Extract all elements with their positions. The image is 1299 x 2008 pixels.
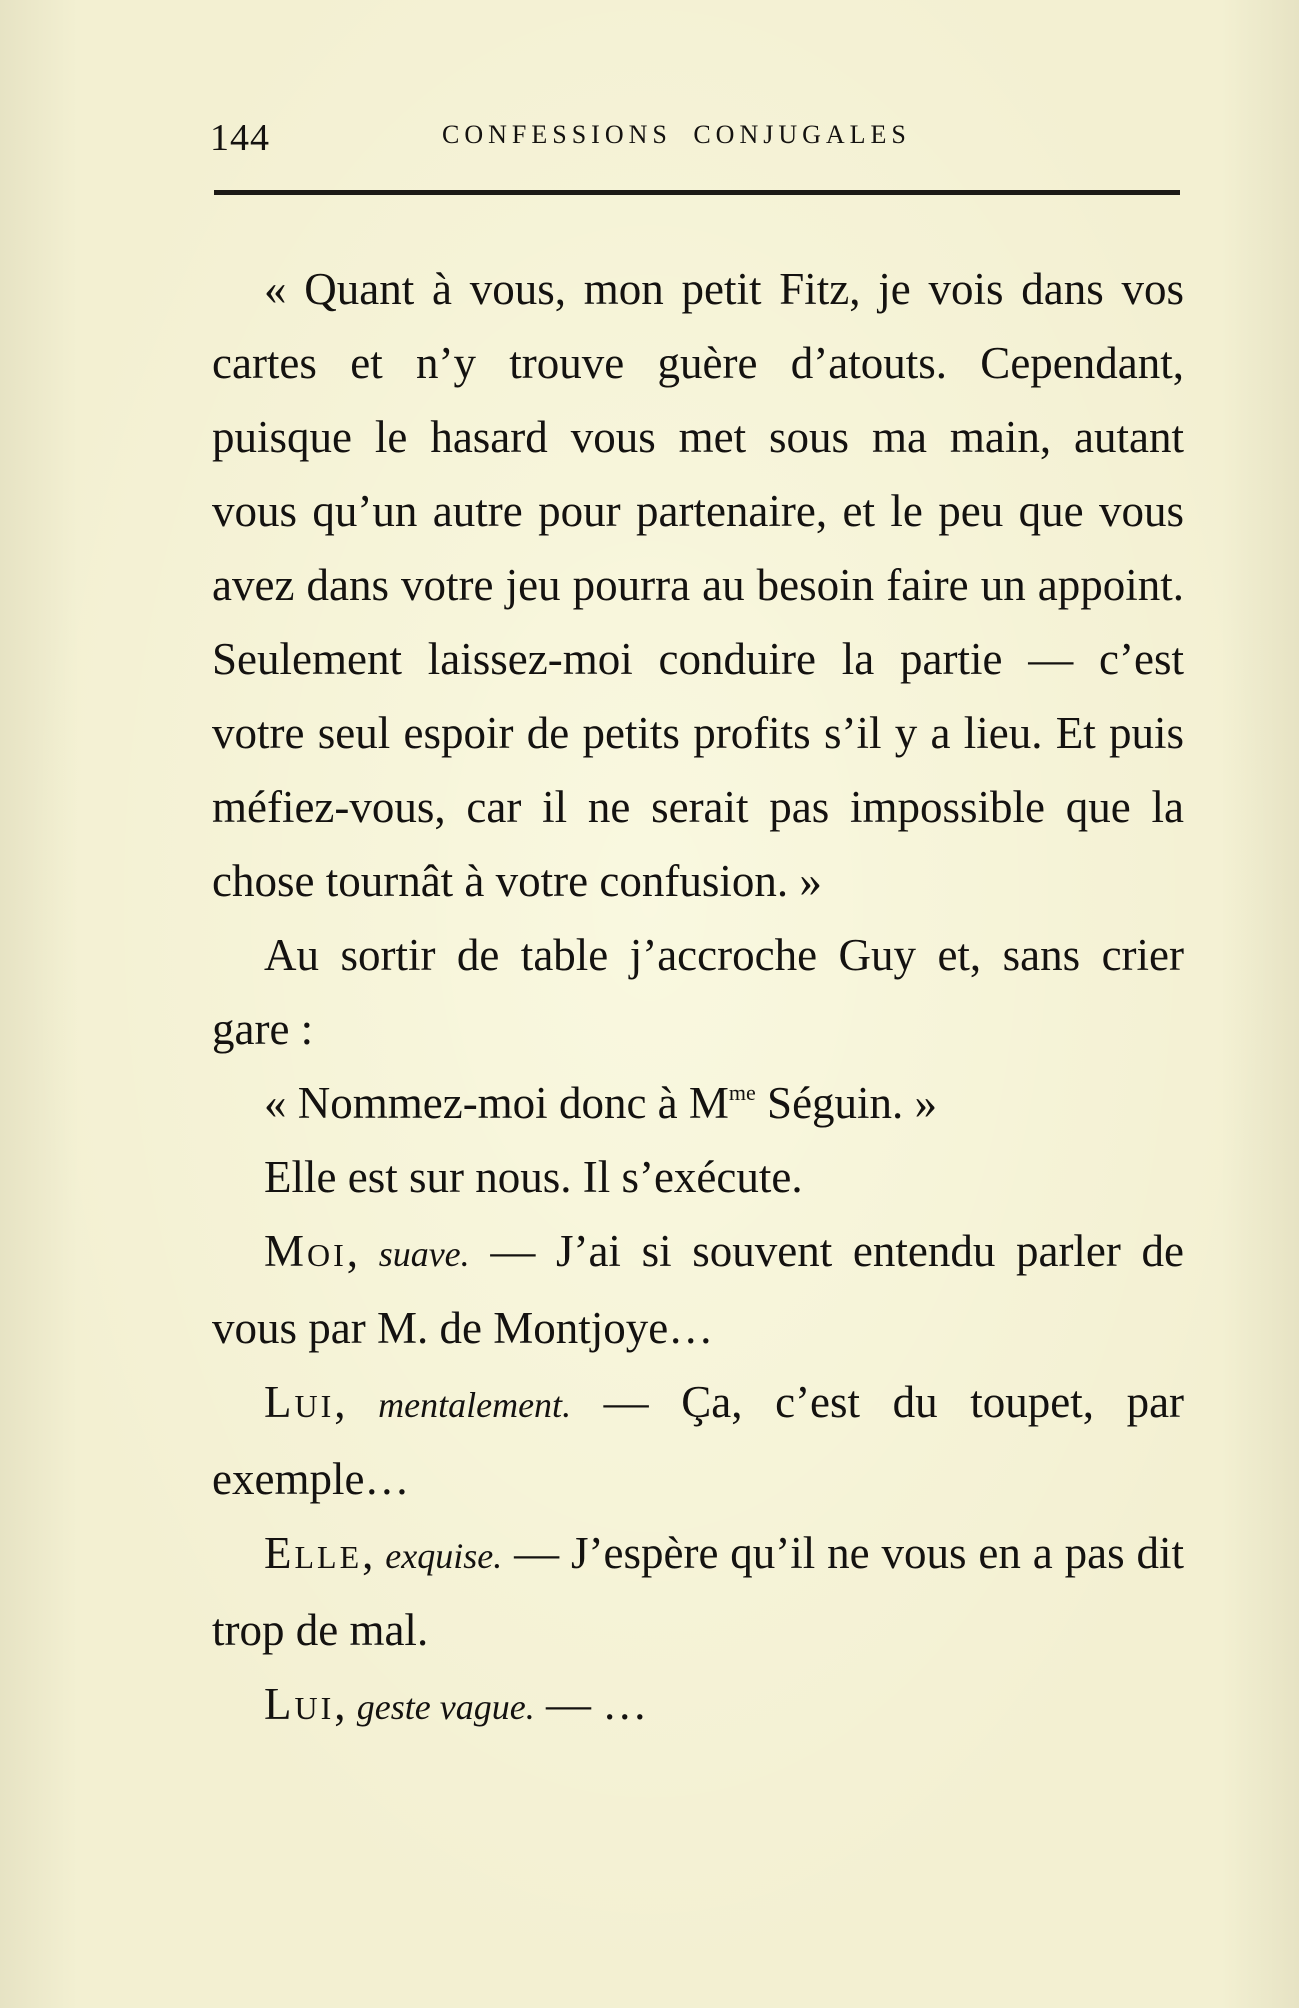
dialogue-line: Lui, mentalement. — Ça, c’est du toupet, par exemple… bbox=[212, 1377, 1185, 1504]
dialogue-text: — Ça, c’est du toupet, par exemple… bbox=[212, 1377, 1185, 1504]
paragraph-au-sortir: Au sortir de table j’accroche Guy et, sans crier gare : bbox=[212, 930, 1184, 1054]
header-rule bbox=[214, 190, 1180, 195]
quote-superscript: me bbox=[728, 1080, 756, 1105]
dialogue-text: — … bbox=[545, 1679, 648, 1729]
stage-direction: mentalement. bbox=[378, 1385, 572, 1425]
running-title: CONFESSIONS CONJUGALES bbox=[442, 120, 911, 149]
paragraph-nommez-moi bbox=[212, 1066, 1184, 1140]
running-head bbox=[210, 112, 1182, 162]
page-number: 144 bbox=[210, 117, 270, 159]
speaker-name: Elle bbox=[264, 1528, 363, 1578]
speaker-name: Lui bbox=[264, 1679, 335, 1729]
body-text bbox=[212, 252, 1184, 1744]
stage-direction: suave. bbox=[378, 1234, 470, 1274]
quote-after: Séguin. » bbox=[755, 1078, 938, 1128]
dialogue-text: — J’espère qu’il ne vous en a pas dit trop de mal. bbox=[212, 1528, 1185, 1655]
dialogue-line: Moi, suave. — J’ai si souvent entendu parler de vous par M. de Montjoye… bbox=[212, 1226, 1185, 1353]
paragraph-quote-fitz: « Quant à vous, mon petit Fitz, je vois dans vos cartes et n’y trouve guère d’atouts. Cependant, puisque le hasard vous met sous ma main, autant vous qu’un autre pour partenaire, et le peu que vous avez dans votre jeu pourra au besoin faire un appoint. Seulement laissez-moi conduire la partie — c’est votre seul espoir de petits profits s’il y a lieu. Et puis méfiez-vous, car il ne serait pas impossible que la chose tournât à votre confusion. » bbox=[212, 264, 1184, 906]
dialogue-line: Elle, exquise. — J’espère qu’il ne vous en a pas dit trop de mal. bbox=[212, 1528, 1185, 1655]
stage-direction: exquise. bbox=[385, 1536, 503, 1576]
dialogue-line: Lui, geste vague. — … bbox=[264, 1679, 648, 1729]
dialogue-text: — J’ai si souvent entendu parler de vous par M. de Montjoye… bbox=[212, 1226, 1185, 1353]
stage-direction: geste vague. bbox=[356, 1687, 535, 1727]
quote-before: « Nommez-moi donc à M bbox=[264, 1078, 729, 1128]
paragraph-narration: Elle est sur nous. Il s’exécute. bbox=[264, 1152, 803, 1202]
speaker-name: Lui bbox=[264, 1377, 335, 1427]
speaker-name: Moi bbox=[264, 1226, 347, 1276]
